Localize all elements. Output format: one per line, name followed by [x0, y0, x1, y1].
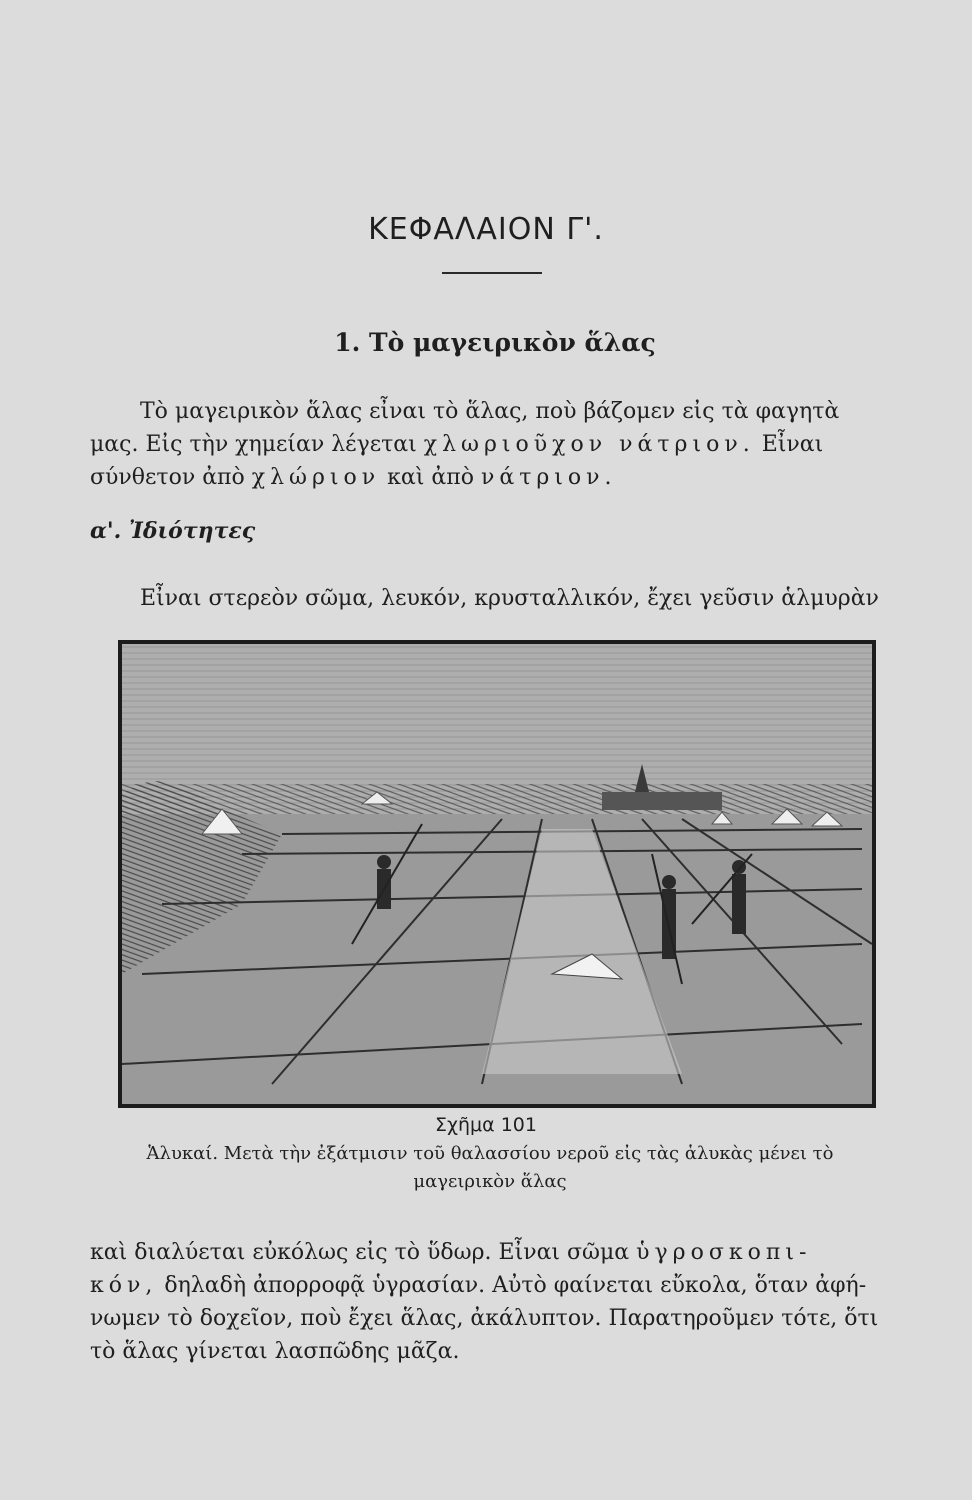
term-sodium: νάτριον. — [480, 465, 617, 490]
term-sodium-chloride: χλωριοῦχον νάτριον. — [423, 432, 755, 457]
intro-line-2 — [90, 428, 910, 461]
figure-caption — [80, 1140, 900, 1196]
figure-number: Σχῆμα 101 — [435, 1114, 537, 1136]
term-hygroscopic-b: κόν, — [90, 1273, 158, 1298]
intro-line-3 — [90, 461, 910, 494]
heading-rule — [442, 272, 542, 274]
hygro-line-1 — [90, 1236, 910, 1269]
intro-line-2-end: Εἶναι — [761, 432, 824, 457]
subsection-heading: α'. Ἰδιότητες — [90, 518, 256, 544]
intro-line-3-mid: καὶ ἀπὸ — [387, 465, 474, 490]
paragraph-properties — [90, 582, 910, 615]
chapter-heading: ΚΕΦΑΛΑΙΟΝ Γ'. — [368, 212, 604, 247]
term-hygroscopic-a: ὑγροσκοπι- — [636, 1240, 812, 1265]
salt-pans-engraving — [122, 644, 872, 1104]
caption-line-1: Ἁλυκαί. Μετὰ τὴν ἐξάτμισιν τοῦ θαλασσίου νεροῦ εἰς τὰς ἁλυκὰς μένει τὸ — [146, 1143, 834, 1164]
properties-line-1: Εἶναι στερεὸν σῶμα, λευκόν, κρυσταλλικόν, ἔχει γεῦσιν ἁλμυρὰν — [140, 586, 879, 611]
hygro-line-2 — [90, 1269, 910, 1302]
caption-line-2: μαγειρικὸν ἅλας — [413, 1171, 567, 1192]
intro-line-3-start: σύνθετον ἀπὸ — [90, 465, 245, 490]
term-chlorine: χλώριον — [251, 465, 381, 490]
section-title: 1. Τὸ μαγειρικὸν ἅλας — [334, 328, 656, 357]
hygro-line-3: νωμεν τὸ δοχεῖον, ποὺ ἔχει ἅλας, ἀκάλυπτον. Παρατηροῦμεν τότε, ὅτι — [90, 1306, 879, 1331]
paragraph-hygroscopic — [90, 1236, 910, 1368]
paragraph-intro — [90, 395, 910, 494]
hygro-line-1-start: καὶ διαλύεται εὐκόλως εἰς τὸ ὕδωρ. Εἶναι σῶμα — [90, 1240, 630, 1265]
salt-pans-illustration — [118, 640, 876, 1108]
intro-line-1: Τὸ μαγειρικὸν ἅλας εἶναι τὸ ἅλας, ποὺ βάζομεν εἰς τὰ φαγητὰ — [140, 399, 840, 424]
hygro-line-4: τὸ ἅλας γίνεται λασπῶδης μᾶζα. — [90, 1339, 460, 1364]
hygro-line-2-rest: δηλαδὴ ἀπορροφᾷ ὑγρασίαν. Αὐτὸ φαίνεται εὔκολα, ὅταν ἀφή- — [164, 1273, 867, 1298]
intro-line-2-start: μας. Εἰς τὴν χημείαν λέγεται — [90, 432, 417, 457]
